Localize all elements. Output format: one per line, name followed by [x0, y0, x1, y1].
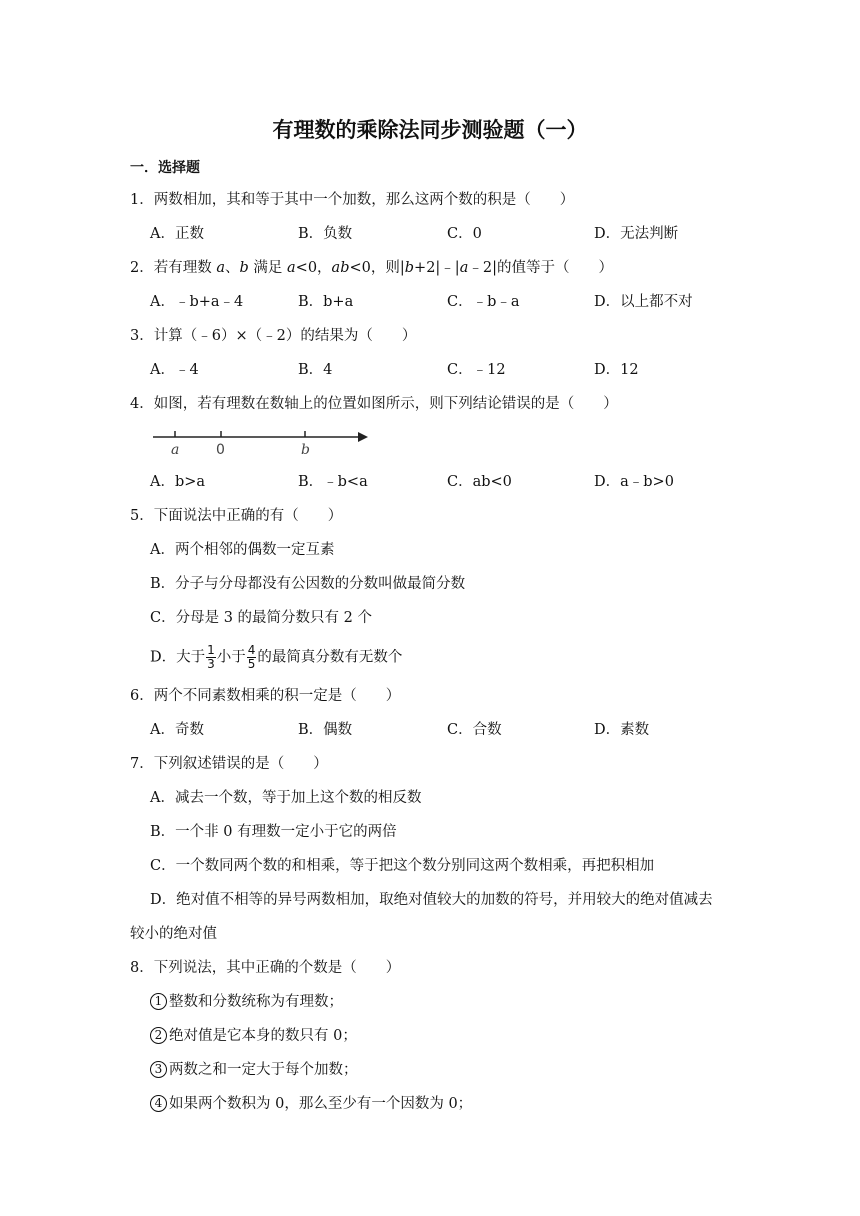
page-title: 有理数的乘除法同步测验题（一）: [272, 118, 588, 142]
circled-number-icon: 4: [150, 1095, 167, 1112]
q4-option-a: A．b>a: [150, 474, 206, 490]
circled-number-icon: 1: [150, 993, 167, 1010]
question-2-stem: 2．若有理数 a、b 满足 a<0，ab<0，则|b+2|﹣|a﹣2|的值等于（ ）: [130, 260, 613, 276]
q4-option-c: C．ab<0: [447, 474, 512, 490]
q1-option-d: D．无法判断: [594, 226, 679, 242]
q5-option-c: C．分母是 3 的最简分数只有 2 个: [150, 610, 372, 626]
q7-option-d-line1: D．绝对值不相等的异号两数相加，取绝对值较大的加数的符号，并用较大的绝对值减去: [150, 892, 713, 908]
q7-option-d-line2: 较小的绝对值: [130, 926, 217, 942]
q6-option-d: D．素数: [594, 722, 650, 738]
q6-option-b: B．偶数: [298, 722, 353, 738]
question-1-stem: 1．两数相加，其和等于其中一个加数，那么这两个数的积是（ ）: [130, 192, 575, 208]
circled-number-icon: 2: [150, 1027, 167, 1044]
q1-option-c: C．0: [447, 226, 482, 242]
q8-statement-4: 4 如果两个数积为 0，那么至少有一个因数为 0；: [150, 1094, 472, 1114]
q5-option-b: B．分子与分母都没有公因数的分数叫做最简分数: [150, 576, 466, 592]
number-line-arrow: [358, 432, 368, 442]
q5-option-d: D．大于 $\frac{1}{3}$ 小于 $\frac{4}{5}$ 的最简真分数有无数个: [150, 643, 403, 671]
question-6-stem: 6．两个不同素数相乘的积一定是（ ）: [130, 688, 401, 704]
q7-option-c: C．一个数同两个数的和相乘，等于把这个数分别同这两个数相乘，再把积相加: [150, 858, 655, 874]
q1-option-a: A．正数: [150, 226, 204, 242]
q8-statement-1: 1 整数和分数统称为有理数；: [150, 992, 343, 1012]
q3-option-c: C．﹣12: [447, 362, 506, 378]
q2-option-c: C．﹣b﹣a: [447, 294, 520, 310]
q5-option-a: A．两个相邻的偶数一定互素: [150, 542, 335, 558]
q2-option-b: B．b+a: [298, 294, 354, 310]
question-8-stem: 8．下列说法，其中正确的个数是（ ）: [130, 960, 401, 976]
q8-statement-3: 3 两数之和一定大于每个加数；: [150, 1060, 358, 1080]
question-5-stem: 5．下面说法中正确的有（ ）: [130, 508, 343, 524]
axis-label-b: b: [301, 442, 310, 458]
q3-option-b: B．4: [298, 362, 333, 378]
q4-option-b: B．﹣b<a: [298, 474, 368, 490]
fraction-one-third: $\frac{1}{3}$: [207, 643, 215, 671]
q3-option-a: A．﹣4: [150, 362, 199, 378]
number-line-figure: [150, 426, 372, 458]
question-7-stem: 7．下列叙述错误的是（ ）: [130, 756, 328, 772]
axis-label-a: a: [171, 442, 180, 458]
q1-option-b: B．负数: [298, 226, 353, 242]
circled-number-icon: 3: [150, 1061, 167, 1078]
axis-label-0: 0: [216, 442, 225, 458]
q7-option-b: B．一个非 0 有理数一定小于它的两倍: [150, 824, 397, 840]
q8-statement-2: 2 绝对值是它本身的数只有 0；: [150, 1026, 357, 1046]
q7-option-a: A．减去一个数，等于加上这个数的相反数: [150, 790, 422, 806]
q4-option-d: D．a﹣b>0: [594, 474, 674, 490]
question-4-stem: 4．如图，若有理数在数轴上的位置如图所示，则下列结论错误的是（ ）: [130, 396, 618, 412]
question-3-stem: 3．计算（﹣6）×（﹣2）的结果为（ ）: [130, 328, 417, 344]
section-heading: 一．选择题: [130, 160, 200, 176]
q2-option-d: D．以上都不对: [594, 294, 693, 310]
q3-option-d: D．12: [594, 362, 639, 378]
q6-option-c: C．合数: [447, 722, 502, 738]
q2-option-a: A．﹣b+a﹣4: [150, 294, 244, 310]
fraction-four-fifths: $\frac{4}{5}$: [247, 643, 256, 671]
q6-option-a: A．奇数: [150, 722, 204, 738]
